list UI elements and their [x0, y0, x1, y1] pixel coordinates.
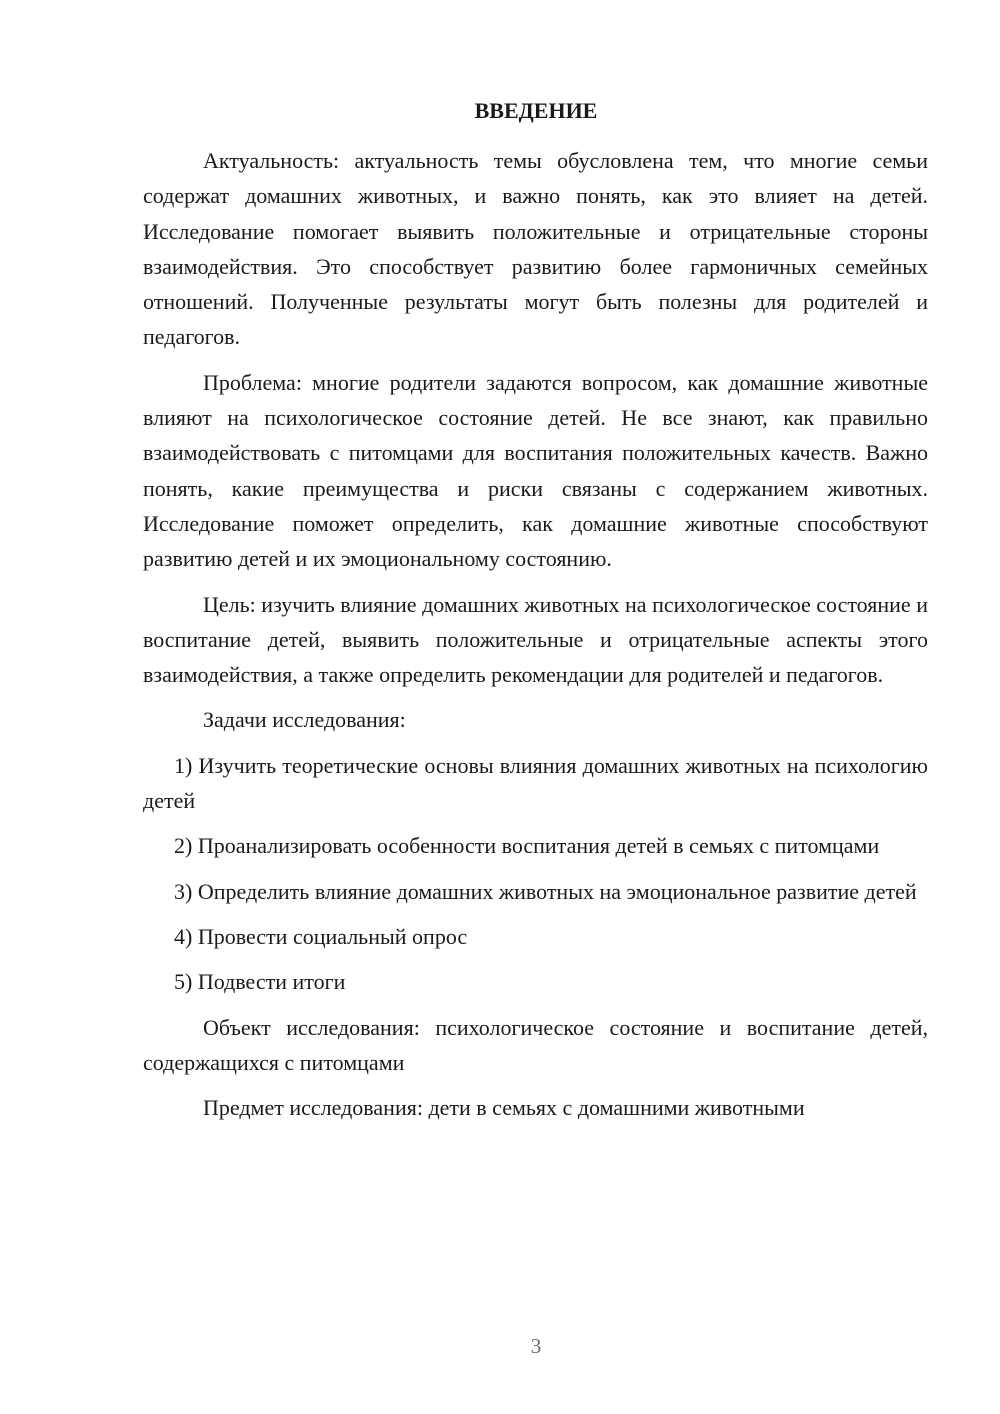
document-body	[143, 143, 928, 1125]
page-number: 3	[530, 1334, 542, 1358]
task-item-5: 5) Подвести итоги	[174, 969, 346, 995]
task-item-1: 1) Изучить теоретические основы влияния домашних животных на психологию детей	[143, 752, 928, 814]
task-item-3: 3) Определить влияние домашних животных на эмоциональное развитие детей	[174, 878, 917, 904]
page-title: ВВЕДЕНИЕ	[474, 98, 598, 123]
subject-paragraph: Предмет исследования: дети в семьях с домашними животными	[203, 1095, 805, 1121]
relevance-paragraph: Актуальность: актуальность темы обусловлена тем, что многие семьи содержат домашних животных, и важно понять, как это влияет на детей. Исследование помогает выявить положительные и отрицательные стороны взаимодействия. Это способствует развитию более гармоничных семейных отношений. Полученные результаты могут быть полезны для родителей и педагогов.	[143, 148, 928, 350]
task-item-2: 2) Проанализировать особенности воспитания детей в семьях с питомцами	[174, 833, 880, 859]
task-item-4: 4) Провести социальный опрос	[174, 923, 468, 949]
goal-paragraph: Цель: изучить влияние домашних животных на психологическое состояние и воспитание детей, выявить положительные и отрицательные аспекты этого взаимодействия, а также определить рекомендации для родителей и педагогов.	[143, 591, 928, 688]
problem-paragraph: Проблема: многие родители задаются вопросом, как домашние животные влияют на психологическое состояние детей. Не все знают, как правильно взаимодействовать с питомцами для воспитания положительных качеств. Важно понять, какие преимущества и риски связаны с содержанием животных. Исследование поможет определить, как домашние животные способствуют развитию детей и их эмоциональному состоянию.	[143, 369, 928, 572]
object-paragraph: Объект исследования: психологическое состояние и воспитание детей, содержащихся с питомцами	[143, 1014, 928, 1075]
tasks-heading: Задачи исследования:	[203, 707, 406, 733]
